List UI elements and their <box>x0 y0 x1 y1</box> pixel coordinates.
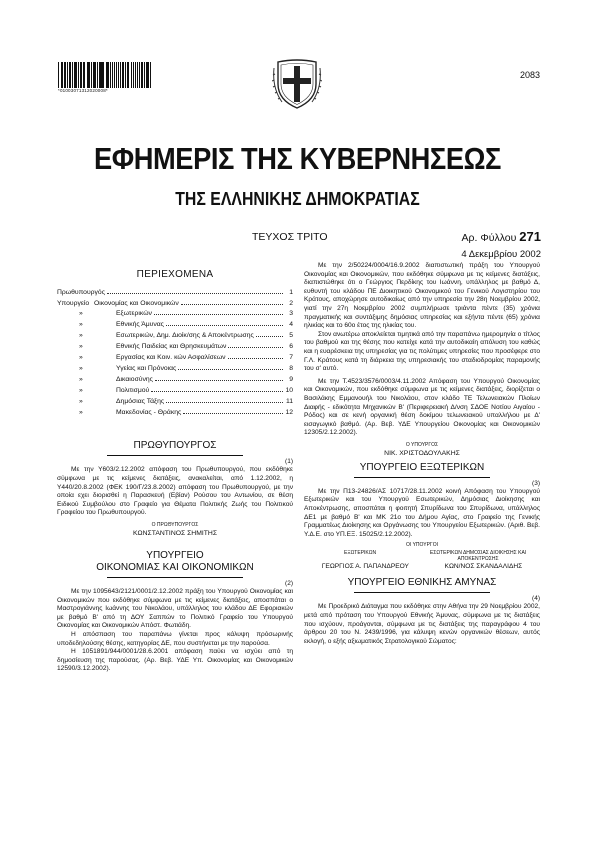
toc-row <box>57 299 293 310</box>
barcode-bar <box>80 62 81 88</box>
gazette-subtitle: ΤΗΣ ΕΛΛΗΝΙΚΗΣ ΔΗΜΟΚΡΑΤΙΑΣ <box>175 189 420 209</box>
barcode-bar <box>146 62 147 88</box>
signature-role-left: ΕΞΩΤΕΡΙΚΩΝ <box>343 550 377 557</box>
barcode-bar <box>112 62 113 88</box>
toc-page: 5 <box>289 332 293 340</box>
signature-name: ΝΙΚ. ΧΡΙΣΤΟΔΟΥΛΑΚΗΣ <box>384 449 460 457</box>
toc-ministry: » <box>79 386 83 394</box>
barcode-bar <box>67 62 68 88</box>
toc-page: 7 <box>289 354 293 362</box>
section-heading-economy: ΟΙΚΟΝΟΜΙΑΣ ΚΑΙ ΟΙΚΟΝΟΜΙΚΩΝ <box>96 562 254 574</box>
barcode-bar <box>93 62 94 88</box>
toc-label: Εθνικής Παιδείας και Θρησκευμάτων <box>116 343 227 351</box>
table-of-contents <box>57 288 293 419</box>
toc-leader-dots <box>178 369 283 370</box>
toc-page: 3 <box>289 310 293 318</box>
item-number: (4) <box>532 595 540 603</box>
section-heading-ministry: ΥΠΟΥΡΓΕΙΟ <box>146 550 204 562</box>
barcode-bar <box>133 62 134 88</box>
toc-row <box>57 408 293 419</box>
toc-label: Εργασίας και Κοιν. κών Ασφαλίσεων <box>116 354 226 362</box>
signature-names-pair <box>304 562 540 571</box>
toc-ministry: » <box>79 332 83 340</box>
toc-leader-dots <box>228 347 283 348</box>
barcode-bar <box>127 62 128 88</box>
barcode-bar <box>139 62 140 88</box>
toc-ministry: » <box>79 364 83 372</box>
signature-role-right: ΕΣΩΤΕΡΙΚΩΝ ΔΗΜΟΣΙΑΣ ΔΙΟΙΚΗΣΗΣ ΚΑΙ ΑΠΟΚΕΝΤΡΩΣΗΣ <box>429 550 527 563</box>
signature-name: ΚΩΝΣΤΑΝΤΙΝΟΣ ΣΗΜΙΤΗΣ <box>132 530 218 538</box>
barcode-bar <box>99 62 100 88</box>
barcode-bar <box>131 62 132 88</box>
barcode-number: *01003071312020008* <box>58 88 108 93</box>
item-number: (1) <box>285 458 293 466</box>
barcode-bar <box>74 62 75 88</box>
toc-leader-dots <box>107 293 283 294</box>
sheet-label: Αρ. Φύλλου <box>461 232 517 244</box>
barcode-bar <box>125 62 126 88</box>
barcode-bar <box>135 62 136 88</box>
toc-ministry: » <box>79 397 83 405</box>
toc-row <box>57 397 293 408</box>
barcode-bar <box>83 62 85 88</box>
toc-page: 9 <box>289 375 293 383</box>
section-heading-prime-minister: ΠΡΩΘΥΠΟΥΡΓΟΣ <box>133 440 217 452</box>
toc-leader-dots <box>228 358 283 359</box>
toc-page: 12 <box>285 408 293 416</box>
toc-label: Οικονομίας και Οικονομικών <box>94 299 179 307</box>
barcode-bar <box>72 62 73 88</box>
toc-label: Εξωτερικών <box>116 310 152 318</box>
toc-label: Δημόσιας Τάξης <box>116 397 165 405</box>
barcode-bar <box>103 62 104 88</box>
paragraph: Η 1051891/944/0001/28.6.2001 απόφαση παύει να ισχύει από τη δημοσίευση της παρούσας. (Αρ. Βεβ. ΥΔΕ Υπ. Οικονομίας και Οικονομικών 12590/3.12.2002). <box>57 648 293 673</box>
signature-role: ΟΙ ΥΠΟΥΡΓΟΙ <box>406 542 438 549</box>
signature-name-right: ΚΩΝ/ΝΟΣ ΣΚΑΝΔΑΛΙΔΗΣ <box>444 563 523 571</box>
signature-roles-pair <box>304 550 540 562</box>
toc-page: 8 <box>289 364 293 372</box>
barcode-bar <box>97 62 98 88</box>
barcode-bar <box>141 62 143 88</box>
barcode-bar <box>81 62 82 88</box>
paragraph: Με Προεδρικό Διάταγμα που εκδόθηκε στην Αθήνα την 29 Νοεμβρίου 2002, μετά από πρόταση του Υπουργού Εθνικής Άμυνας, σύμφωνα με τις διατάξεις που ισχύουν, προάγονται, σύμφωνα με τις διατάξεις της παραγράφου 4 του άρθρου 20 του Ν. 2439/1996, για κάλυψη κενών οργανικών θέσεων, αυτός εκλογή, ο εξής αξιωματικός Στρατολογικού Σώματος: <box>304 603 540 645</box>
section-heading-defence: ΥΠΟΥΡΓΕΙΟ ΕΘΝΙΚΗΣ ΑΜΥΝΑΣ <box>347 577 497 589</box>
issue-label: ΤΕΥΧΟΣ ΤΡΙΤΟ <box>252 231 328 243</box>
item-number: (3) <box>532 479 540 487</box>
barcode-bar <box>78 62 79 88</box>
divider <box>107 455 243 456</box>
toc-row <box>57 342 293 353</box>
paragraph: Η απόσπαση του παραπάνω γίνεται προς κάλυψη πρόσωρινής υποδεδηλούσης θέσης, κατηγορίας ΔΕ, που συστήνεται με την παρούσα. <box>57 631 293 647</box>
toc-ministry: » <box>79 408 83 416</box>
toc-page: 10 <box>285 386 293 394</box>
barcode-bar <box>61 62 62 88</box>
barcode <box>58 62 152 88</box>
toc-label: Μακεδονίας - Θράκης <box>116 408 182 416</box>
barcode-bar <box>62 62 63 88</box>
toc-leader-dots <box>155 380 283 381</box>
toc-leader-dots <box>154 314 283 315</box>
toc-ministry: » <box>79 310 83 318</box>
page-number: 2083 <box>519 70 540 80</box>
barcode-bar <box>116 62 117 88</box>
toc-leader-dots <box>151 391 283 392</box>
divider <box>354 592 490 593</box>
barcode-bar <box>150 62 151 88</box>
toc-leader-dots <box>183 413 283 414</box>
paragraph: Με την Υ603/2.12.2002 απόφαση του Πρωθυπουργού, που εκδόθηκε σύμφωνα με τις κείμενες διατάξεις, ανακαλείται, από 1.12.2002, η Υ440/20.8.2002 (ΦΕΚ 190/Γ/23.8.2002) απόφαση του Πρωθυπουργού, με την οποία εχει διορισθεί η Παρασκευή (Εβίαν) Ρούσου του Αντωνίου, σε θέση Ειδικού Συμβούλου στο Γραφείο για Θέματα Πολιτικής Ζωής του Πολιτικού Γραφείου του Πρωθυπουργού. <box>57 466 293 517</box>
toc-row <box>57 331 293 342</box>
paragraph: Με την Π13-24826/ΑΣ 10717/28.11.2002 κοινή Απόφαση του Υπουργού Εξωτερικών και του Υπουργού Εσωτερικών, Δημόσιας Διοίκησης και Αποκέντρωσης, αποσπάται η φοιτητή Σπυρίδωνα του Σπυρίδωνα, υπάλληλος ΔΕ1 με βαθμό Β' και ΜΚ 21ο του Δήμου Αγίας, στο Γραφείο της Γενικής Γραμματέως Διοίκησης και Οργάνωσης του Υπουργείου Εξωτερικών. (Αριθ. Βεβ. Υ.Δ.Ε. στο ΥΠ.ΕΞ. 15025/2.12.2002). <box>304 487 540 538</box>
toc-row <box>57 353 293 364</box>
toc-row <box>57 309 293 320</box>
paragraph: Στον ανωτέρω αποκλείεται τιμητικά από την παραπάνω ημερομηνία ο τίτλος του βαθμού και της θέσης που κατείχε κατά την αυτοδικαίη απόλυση του καθώς και η ευαρέσκεια της υπηρεσίας για τις πολύτιμες υπηρεσίες που προσέφερε στο Γ.Λ. Κράτους κατά τη διάρκεια της υπηρεσιακής του σταδιοδρομίας παραμονής του σ' αυτό. <box>304 330 540 373</box>
barcode-bar <box>87 62 88 88</box>
paragraph: Με την Τ.4523/3576/0003/4.11.2002 Απόφαση του Υπουργού Οικονομίας και Οικονομικών, που εκδόθηκε σύμφωνα με τις κείμενες διατάξεις, διορίζεται ο Βασιλάκης Εμμανουήλ του Νικολάου, στον κλάδο ΤΕ Τελωνειακών Πλοίων Διαφής - εδικότητα Μηχανικών Β' (Περιφερειακή Δ/νση ΣΔΟΕ Νοτίου Αιγαίου - Ρόδος) και σε κενή οργανική θέση δοκίμου τελωνειακού υπαλλήλου με Δ' εισαγωγικό βαθμό. (Αρ. Βεβ. ΥΔΕ Υπουργείου Οικονομίας και Οικονομικών 12305/2.12.2002). <box>304 377 540 437</box>
toc-ministry: » <box>79 321 83 329</box>
signature-role: Ο ΠΡΩΘΥΠΟΥΡΓΟΣ <box>151 522 199 529</box>
barcode-bar <box>94 62 95 88</box>
toc-row <box>57 386 293 397</box>
barcode-bar <box>69 62 71 88</box>
barcode-bar <box>100 62 102 88</box>
barcode-bar <box>91 62 92 88</box>
paragraph: Με την 1095643/2121/0001/2.12.2002 πράξη του Υπουργού Οικονομίας και Οικονομικών που εκδόθηκε σύμφωνα με τις κείμενες διατάξεις, αποσπάται ο Μαστρογιάννης Ιωάννης του Νικολάου, υπάλληλος του κλάδου ΔΕ Εφοριακών με βαθμό Β' από τη ΔΟΥ Σαππών το Πολιτικό Γραφείο του Υπουργού Οικονομίας και Οικονομικών Απόστ. Φωτιάδη. <box>57 588 293 630</box>
barcode-bar <box>122 62 124 88</box>
section-heading-foreign-affairs: ΥΠΟΥΡΓΕΙΟ ΕΞΩΤΕΡΙΚΩΝ <box>359 461 485 473</box>
barcode-bar <box>106 62 107 88</box>
gazette-title: ΕΦΗΜΕΡΙΣ ΤΗΣ ΚΥΒΕΡΝΗΣΕΩΣ <box>94 141 501 176</box>
toc-label: Πολιτισμού <box>116 386 150 394</box>
toc-row <box>57 320 293 331</box>
barcode-bar <box>120 62 121 88</box>
barcode-bar <box>58 62 59 88</box>
barcode-bar <box>147 62 148 88</box>
barcode-bar <box>128 62 129 88</box>
left-column <box>57 262 293 674</box>
barcode-bar <box>107 62 108 88</box>
toc-ministry: » <box>79 375 83 383</box>
toc-label: Δικαιοσύνης <box>116 375 153 383</box>
barcode-bar <box>88 62 89 88</box>
toc-label: Υγείας και Πρόνοιας <box>116 364 177 372</box>
barcode-bar <box>110 62 111 88</box>
toc-ministry: » <box>79 343 83 351</box>
toc-page: 1 <box>289 288 293 296</box>
item-number: (2) <box>285 580 293 588</box>
toc-leader-dots <box>181 304 283 305</box>
toc-ministry: Υπουργείο <box>57 299 90 307</box>
divider <box>107 577 243 578</box>
signature-name-left: ΓΕΩΡΓΙΟΣ Α. ΠΑΠΑΝΔΡΕΟΥ <box>321 563 409 571</box>
toc-ministry: Πρωθυπουργός <box>57 288 105 296</box>
issue-date: 4 Δεκεμβρίου 2002 <box>461 249 541 260</box>
toc-row <box>57 375 293 386</box>
toc-page: 4 <box>289 321 293 329</box>
signature-role: Ο ΥΠΟΥΡΓΟΣ <box>405 441 439 448</box>
coat-of-arms-emblem <box>272 58 322 110</box>
toc-label: Εθνικής Άμυνας <box>116 321 164 329</box>
barcode-bar <box>137 62 138 88</box>
toc-row <box>57 288 293 299</box>
sheet-number-value: 271 <box>519 229 541 244</box>
paragraph: Με την 2/50224/0004/16.9.2002 διαπιστωτική πράξη του Υπουργού Οικονομίας και Οικονομικών, που εκδόθηκε σύμφωνα με τις κείμενες διατάξεις, διαπιστώθηκε ότι ο Γεώργιος Περδίκης του Ιωάννη, υπάλληλος με βαθμό Δ, ευθυντή του κλάδου ΠΕ Διοικητικού Οικονομικού του Γενικού Λογιστηρίου του Κράτους, αποχώρησε αυτοδικαίως από την υπηρεσία την 28η Νοεμβρίου 2002, γιατί την 27η Νοεμβρίου 2002 συμπλήρωσε τριάντα πέντε (35) χρόνια πραγματικής και συντάξιμης δημόσιας υπηρεσίας και εξήντα πέντε (65) χρόνια ηλικίας και το 60ο έτος της ηλικίας του. <box>304 262 540 330</box>
toc-ministry: » <box>79 354 83 362</box>
right-column <box>304 262 540 646</box>
toc-page: 2 <box>289 299 293 307</box>
toc-leader-dots <box>256 336 283 337</box>
barcode-bar <box>118 62 119 88</box>
toc-page: 11 <box>285 397 293 405</box>
toc-heading: ΠΕΡΙΕΧΟΜΕΝΑ <box>136 269 214 280</box>
barcode-bar <box>114 62 115 88</box>
barcode-bar <box>64 62 65 88</box>
barcode-bar <box>144 62 145 88</box>
toc-leader-dots <box>166 402 283 403</box>
toc-label: Εσωτερικών, Δημ. Διοίκ/σης & Αποκέντρωσης <box>116 332 254 340</box>
sheet-number <box>462 229 541 244</box>
barcode-bar <box>75 62 76 88</box>
divider <box>354 477 490 478</box>
toc-page: 6 <box>289 343 293 351</box>
toc-row <box>57 364 293 375</box>
toc-leader-dots <box>166 325 283 326</box>
